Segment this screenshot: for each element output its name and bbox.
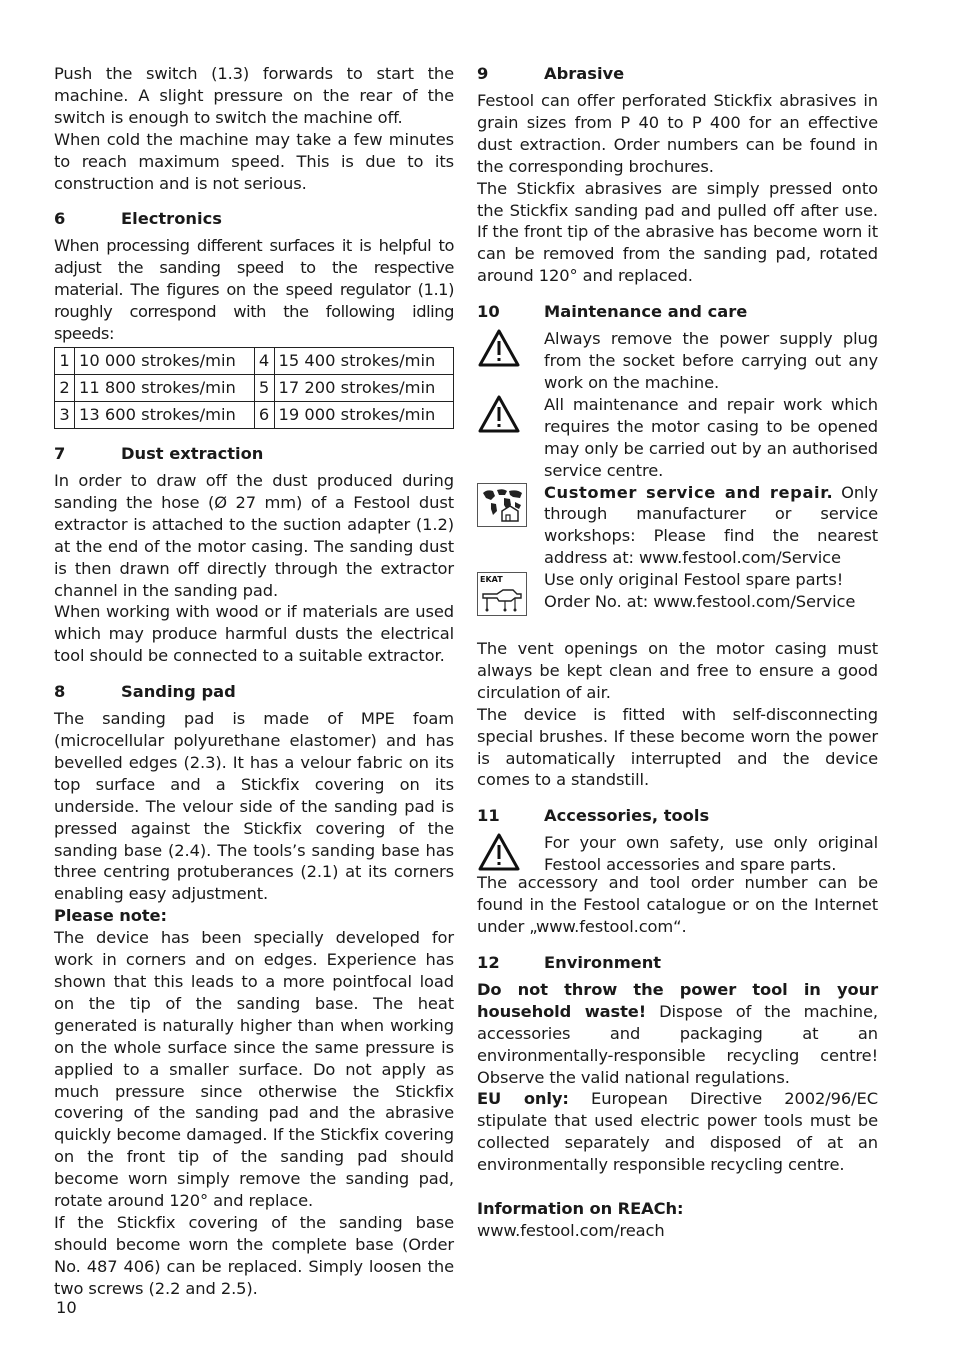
section-8-paragraph-2: The device has been specially developed for work in corners and on edges. Experience has shown that this leads to a more pointfocal load on the tip of the sanding base. The heat generated is naturally higher than when working on the whole surface since the same pressure is applied to a smaller surface. Do not apply as much pressure since otherwise the Stickfix covering of the sanding pad and the abrasive quickly become damaged. If the Stickfix covering on the front tip of the sanding pad should become worn simply remove the sanding pad, rotate around 120° and replace.: [54, 928, 454, 1211]
warning-triangle-icon: [477, 394, 544, 434]
environment-warning-rest: Dispose of the machine, accessories and packaging at an environmentally-responsible recycling centre! Observe the valid national regulations.: [477, 1001, 878, 1087]
section-11-paragraph: The accessory and tool order number can be found in the Festool catalogue or on the Internet under „www.festool.com“.: [477, 873, 878, 936]
warning-service-centre: [477, 394, 878, 482]
section-7-heading: [54, 443, 454, 464]
warning-accessories: [477, 832, 878, 876]
speed-table-row: [55, 401, 454, 428]
speed-setting-cell: 1: [55, 347, 75, 374]
reach-title: Information on REACh:: [477, 1198, 684, 1218]
section-7-title: Dust extraction: [121, 443, 264, 463]
customer-service-rest: Only through manufacturer or service workshops: Please find the nearest address at: www.festool.com/Service: [544, 482, 879, 568]
ekat-icon: [477, 569, 544, 616]
environment-warning-bold: Do not throw the power tool in your household waste!: [477, 979, 878, 1021]
speed-value-cell: 11 800 strokes/min: [75, 374, 255, 401]
section-9-title: Abrasive: [544, 64, 625, 83]
reach-url[interactable]: www.festool.com/reach: [477, 1220, 665, 1240]
speed-value-cell: 10 000 strokes/min: [75, 347, 255, 374]
warning-power-plug: [477, 328, 878, 394]
left-column: [54, 63, 454, 1300]
speed-value-cell: 15 400 strokes/min: [274, 347, 454, 374]
speed-table-row: [55, 347, 454, 374]
speed-setting-cell: 5: [254, 374, 274, 401]
warning-triangle-icon: [477, 328, 544, 368]
section-8-paragraph-1: The sanding pad is made of MPE foam (microcellular polyurethane elastomer) and has bevelled edges (2.3). It has a velour fabric on its top surface and a Stickfix covering on its underside. The velour side of the sanding pad is pressed against the Stickfix covering of the sanding base (2.4). The tools’s sanding base has three centring protuberances (2.1) at its corners enabling easy adjustment.: [54, 709, 454, 904]
eu-only-text: European Directive 2002/96/EC stipulate that used electric power tools must be collected separately and disposed of at an environmentally responsible recycling centre.: [477, 1089, 878, 1175]
speed-value-cell: 17 200 strokes/min: [274, 374, 454, 401]
speed-value-cell: 19 000 strokes/min: [274, 401, 454, 428]
section-8-title: Sanding pad: [121, 682, 236, 702]
world-service-icon: [477, 482, 544, 527]
section-6-number: 6: [54, 209, 66, 229]
speed-table-row: [55, 374, 454, 401]
right-column: [477, 63, 878, 1242]
section-12-number: 12: [477, 952, 500, 972]
section-12-heading: [477, 952, 878, 973]
section-6-heading: [54, 208, 454, 229]
warning-triangle-icon: [477, 832, 544, 872]
section-9-paragraph-2: The Stickfix abrasives are simply pressed onto the Stickfix sanding pad and pulled off after use. If the front tip of the abrasive has become worn it can be removed from the sanding pad, rotated around 120° and replaced.: [477, 178, 878, 286]
section-8-number: 8: [54, 682, 66, 702]
customer-service-bold: Customer service and repair.: [544, 482, 834, 502]
section-11-number: 11: [477, 806, 500, 826]
section-9-heading: [477, 63, 878, 84]
speed-setting-cell: 2: [55, 374, 75, 401]
section-7-number: 7: [54, 443, 66, 463]
spare-parts-block: [477, 569, 878, 616]
speed-setting-cell: 4: [254, 347, 274, 374]
section-10-title: Maintenance and care: [544, 302, 748, 322]
warning-service-centre-text: All maintenance and repair work which requires the motor casing to be opened may only be carried out by an authorised service centre.: [544, 394, 878, 480]
speed-setting-cell: 6: [254, 401, 274, 428]
warning-accessories-text: For your own safety, use only original Festool accessories and spare parts.: [544, 833, 878, 875]
section-10-number: 10: [477, 302, 500, 322]
section-8-note-label: Please note:: [54, 906, 167, 926]
environment-paragraph: [477, 979, 878, 1089]
section-6-title: Electronics: [121, 209, 222, 229]
section-9-number: 9: [477, 64, 489, 83]
intro-paragraph-2: When cold the machine may take a few minutes to reach maximum speed. This is due to its construction and is not serious.: [54, 129, 454, 193]
section-9-paragraph-1: Festool can offer perforated Stickfix abrasives in grain sizes from P 40 to P 400 for an effective dust extraction. Order numbers can be found in the corresponding brochures.: [477, 91, 878, 176]
section-7-paragraph-2: When working with wood or if materials are used which may produce harmful dusts the electrical tool should be connected to a suitable extractor.: [54, 602, 454, 666]
section-11-heading: [477, 805, 878, 826]
ekat-label: EKAT: [480, 575, 503, 585]
section-8-heading: [54, 681, 454, 702]
section-10-heading: [477, 301, 878, 322]
speed-value-cell: 13 600 strokes/min: [75, 401, 255, 428]
warning-power-plug-text: Always remove the power supply plug from the socket before carrying out any work on the machine.: [544, 329, 878, 392]
customer-service-text: [544, 482, 878, 570]
section-10-paragraph-1: The vent openings on the motor casing must always be kept clean and free to ensure a good circulation of air.: [477, 639, 878, 702]
intro-paragraph-1: Push the switch (1.3) forwards to start the machine. A slight pressure on the rear of the switch is enough to switch the machine off.: [54, 64, 454, 127]
section-11-title: Accessories, tools: [544, 806, 710, 826]
section-6-paragraph: When processing different surfaces it is helpful to adjust the sanding speed to the respective material. The figures on the speed regulator (1.1) roughly correspond with the following idling speeds:: [54, 236, 454, 344]
eu-only-label: EU only:: [477, 1089, 569, 1109]
section-10-paragraph-2: The device is fitted with self-disconnecting special brushes. If these become worn the power is automatically interrupted and the device comes to a standstill.: [477, 704, 878, 790]
section-7-paragraph-1: In order to draw off the dust produced during sanding the hose (Ø 27 mm) of a Festool dust extractor is attached to the suction adapter (1.2) at the end of the motor casing. The sanding dust is then drawn off directly through the extractor channel in the sanding pad.: [54, 470, 454, 600]
page-number: 10: [56, 1298, 77, 1317]
speed-table: [54, 347, 454, 429]
section-8-paragraph-3: If the Stickfix covering of the sanding base should become worn the complete base (Order No. 487 406) can be replaced. Simply loosen the two screws (2.2 and 2.5).: [54, 1212, 454, 1298]
eu-paragraph: [477, 1088, 878, 1176]
customer-service-block: [477, 482, 878, 570]
speed-setting-cell: 3: [55, 401, 75, 428]
section-12-title: Environment: [544, 952, 662, 972]
spare-parts-text: Use only original Festool spare parts! Order No. at: www.festool.com/Service: [544, 570, 856, 612]
